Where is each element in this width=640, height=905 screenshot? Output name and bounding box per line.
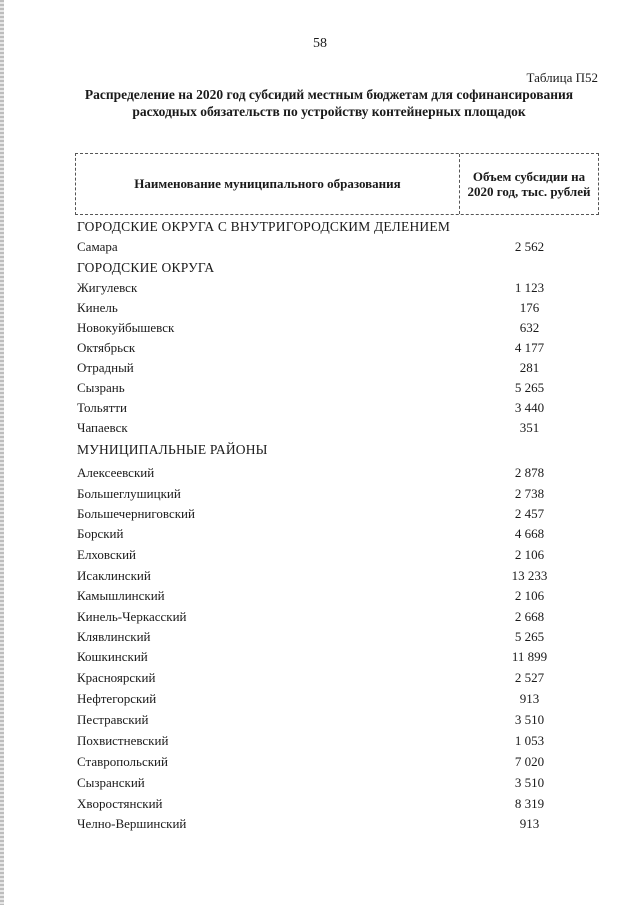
table-header bbox=[75, 153, 599, 215]
municipality-name: Похвистневский bbox=[77, 733, 169, 748]
header-subsidy-amount: Объем субсидии на 2020 год, тыс. рублей bbox=[467, 169, 591, 199]
subsidy-value: 7 020 bbox=[514, 754, 545, 769]
header-municipality: Наименование муниципального образования bbox=[76, 154, 460, 214]
subsidy-value: 4 668 bbox=[514, 526, 545, 541]
table-reference: Таблица П52 bbox=[526, 70, 598, 85]
page-edge-margin bbox=[0, 0, 4, 905]
section-heading bbox=[75, 257, 599, 278]
subsidy-value: 176 bbox=[519, 300, 540, 315]
subsidy-value: 2 738 bbox=[514, 486, 545, 501]
table-row bbox=[75, 398, 599, 418]
municipality-name: Борский bbox=[77, 526, 124, 541]
subsidy-value: 5 265 bbox=[514, 380, 545, 395]
municipality-name: Кинель bbox=[77, 300, 118, 315]
subsidy-value: 8 319 bbox=[514, 796, 545, 811]
table-row bbox=[75, 565, 599, 586]
subsidy-value: 5 265 bbox=[514, 629, 545, 644]
subsidy-value: 281 bbox=[519, 360, 540, 375]
table-row bbox=[75, 504, 599, 524]
subsidy-value: 351 bbox=[519, 420, 540, 435]
municipality-name: Клявлинский bbox=[77, 629, 151, 644]
subsidy-value: 2 878 bbox=[514, 465, 545, 480]
table-row bbox=[75, 358, 599, 378]
municipality-name: Кинель-Черкасский bbox=[77, 609, 187, 624]
municipality-name: Красноярский bbox=[77, 670, 156, 685]
subsidy-value: 913 bbox=[519, 816, 540, 831]
table-row bbox=[75, 318, 599, 338]
subsidy-value: 3 440 bbox=[514, 400, 545, 415]
table-row bbox=[75, 418, 599, 438]
table-row bbox=[75, 751, 599, 772]
table-row bbox=[75, 606, 599, 627]
table-row bbox=[75, 524, 599, 544]
table-row bbox=[75, 667, 599, 688]
municipality-name: Тольятти bbox=[77, 400, 128, 415]
section-label: ГОРОДСКИЕ ОКРУГА С ВНУТРИГОРОДСКИМ ДЕЛЕНИЕМ bbox=[77, 219, 451, 234]
municipality-name: Большечерниговский bbox=[77, 506, 195, 521]
table-row bbox=[75, 730, 599, 751]
section-heading bbox=[75, 217, 599, 236]
subsidy-value: 3 510 bbox=[514, 712, 545, 727]
subsidy-value: 2 106 bbox=[514, 588, 545, 603]
municipality-name: Елховский bbox=[77, 547, 136, 562]
municipality-name: Камышлинский bbox=[77, 588, 165, 603]
municipality-name: Хворостянский bbox=[77, 796, 163, 811]
subsidy-value: 13 233 bbox=[511, 568, 548, 583]
table-row bbox=[75, 462, 599, 483]
table-row bbox=[75, 814, 599, 834]
municipality-name: Новокуйбышевск bbox=[77, 320, 175, 335]
subsidy-value: 11 899 bbox=[511, 649, 548, 664]
subsidy-value: 3 510 bbox=[514, 775, 545, 790]
subsidy-value: 2 527 bbox=[514, 670, 545, 685]
municipality-name: Отрадный bbox=[77, 360, 134, 375]
subsidy-value: 1 123 bbox=[514, 280, 545, 295]
subsidy-value: 2 457 bbox=[514, 506, 545, 521]
table-row bbox=[75, 772, 599, 793]
table-row bbox=[75, 627, 599, 647]
municipality-name: Чапаевск bbox=[77, 420, 128, 435]
section-heading bbox=[75, 438, 599, 462]
municipality-name: Большеглушицкий bbox=[77, 486, 181, 501]
table-row bbox=[75, 278, 599, 298]
table-row bbox=[75, 378, 599, 398]
section-label: МУНИЦИПАЛЬНЫЕ РАЙОНЫ bbox=[77, 442, 268, 457]
table-row bbox=[75, 688, 599, 709]
subsidy-value: 1 053 bbox=[514, 733, 545, 748]
municipality-name: Самара bbox=[77, 239, 118, 254]
table-row bbox=[75, 298, 599, 318]
municipality-name: Жигулевск bbox=[77, 280, 138, 295]
subsidy-value: 632 bbox=[519, 320, 540, 335]
page-number: 58 bbox=[313, 36, 327, 51]
municipality-name: Исаклинский bbox=[77, 568, 151, 583]
municipality-name: Сызрань bbox=[77, 380, 125, 395]
municipality-name: Ставропольский bbox=[77, 754, 168, 769]
subsidy-value: 913 bbox=[519, 691, 540, 706]
table-row bbox=[75, 586, 599, 606]
table-row bbox=[75, 236, 599, 257]
subsidy-value: 2 668 bbox=[514, 609, 545, 624]
municipality-name: Пестравский bbox=[77, 712, 149, 727]
table-row bbox=[75, 793, 599, 814]
municipality-name: Октябрьск bbox=[77, 340, 136, 355]
table-row bbox=[75, 647, 599, 667]
municipality-name: Нефтегорский bbox=[77, 691, 157, 706]
municipality-name: Сызранский bbox=[77, 775, 145, 790]
municipality-name: Челно-Вершинский bbox=[77, 816, 187, 831]
table-row bbox=[75, 709, 599, 730]
subsidy-value: 2 562 bbox=[514, 239, 545, 254]
table-body bbox=[75, 217, 599, 834]
section-label: ГОРОДСКИЕ ОКРУГА bbox=[77, 260, 215, 275]
table-row bbox=[75, 483, 599, 504]
table-title: Распределение на 2020 год субсидий местным бюджетам для софинансирования расходных обязательств по устройству контейнерных площадок bbox=[84, 87, 574, 119]
table-row bbox=[75, 338, 599, 358]
table-row bbox=[75, 544, 599, 565]
subsidy-value: 2 106 bbox=[514, 547, 545, 562]
subsidy-value: 4 177 bbox=[514, 340, 545, 355]
municipality-name: Кошкинский bbox=[77, 649, 148, 664]
municipality-name: Алексеевский bbox=[77, 465, 155, 480]
